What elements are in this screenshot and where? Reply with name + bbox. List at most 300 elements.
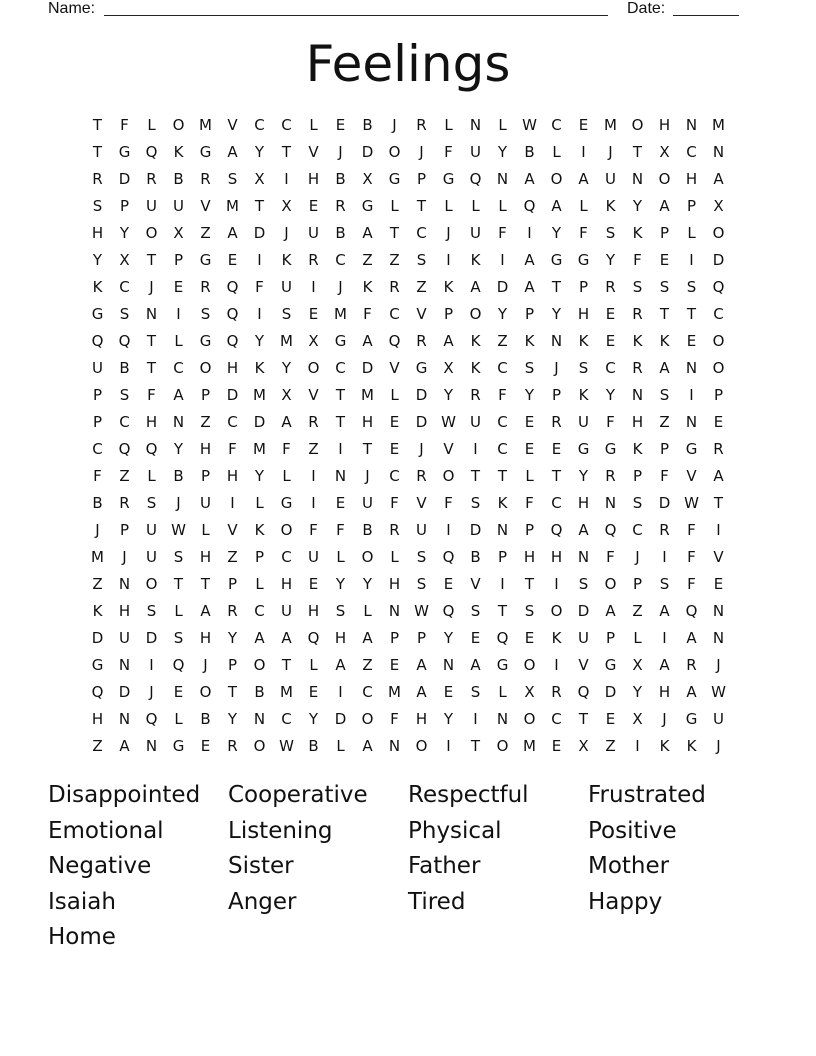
grid-letter[interactable]: S <box>335 601 346 620</box>
grid-letter[interactable]: Z <box>308 439 319 458</box>
grid-letter[interactable]: Q <box>172 655 185 674</box>
grid-letter[interactable]: K <box>254 358 265 377</box>
grid-letter[interactable]: E <box>605 331 616 350</box>
date-blank-line[interactable] <box>673 15 739 16</box>
grid-letter[interactable]: L <box>255 493 264 512</box>
grid-letter[interactable]: U <box>119 628 130 647</box>
grid-letter[interactable]: H <box>91 709 104 728</box>
grid-letter[interactable]: U <box>578 628 589 647</box>
grid-letter[interactable]: O <box>388 142 401 161</box>
grid-letter[interactable]: E <box>227 250 238 269</box>
grid-letter[interactable]: Y <box>173 439 184 458</box>
grid-letter[interactable]: T <box>281 655 292 674</box>
grid-letter[interactable]: L <box>336 736 345 755</box>
grid-letter[interactable]: H <box>361 412 374 431</box>
grid-letter[interactable]: B <box>254 682 265 701</box>
grid-letter[interactable]: S <box>92 196 103 215</box>
grid-letter[interactable]: Q <box>577 682 590 701</box>
grid-letter[interactable]: F <box>687 520 696 539</box>
grid-letter[interactable]: A <box>659 601 670 620</box>
grid-letter[interactable]: I <box>662 547 667 566</box>
grid-letter[interactable]: H <box>685 169 698 188</box>
grid-letter[interactable]: L <box>174 709 183 728</box>
grid-letter[interactable]: F <box>93 466 102 485</box>
grid-letter[interactable]: Q <box>118 331 131 350</box>
grid-letter[interactable]: F <box>147 385 156 404</box>
grid-letter[interactable]: Y <box>632 682 643 701</box>
grid-letter[interactable]: Z <box>659 412 670 431</box>
grid-letter[interactable]: G <box>199 142 212 161</box>
grid-letter[interactable]: L <box>390 547 399 566</box>
grid-letter[interactable]: O <box>604 574 617 593</box>
grid-letter[interactable]: L <box>471 196 480 215</box>
grid-letter[interactable]: J <box>149 277 154 296</box>
grid-letter[interactable]: N <box>712 601 725 620</box>
grid-letter[interactable]: X <box>524 682 535 701</box>
grid-letter[interactable]: G <box>496 655 509 674</box>
grid-letter[interactable]: T <box>497 601 508 620</box>
grid-letter[interactable]: N <box>631 169 644 188</box>
grid-letter[interactable]: E <box>524 628 535 647</box>
grid-letter[interactable]: B <box>173 466 184 485</box>
grid-letter[interactable]: S <box>146 493 157 512</box>
grid-letter[interactable]: P <box>254 547 265 566</box>
grid-letter[interactable]: A <box>335 655 346 674</box>
grid-letter[interactable]: X <box>119 250 130 269</box>
grid-letter[interactable]: Y <box>605 385 616 404</box>
grid-letter[interactable]: S <box>632 493 643 512</box>
grid-letter[interactable]: R <box>605 466 616 485</box>
grid-letter[interactable]: T <box>335 412 346 431</box>
grid-letter[interactable]: K <box>254 520 265 539</box>
grid-letter[interactable]: D <box>361 142 374 161</box>
grid-letter[interactable]: U <box>362 493 373 512</box>
grid-letter[interactable]: I <box>176 304 181 323</box>
name-blank-line[interactable] <box>104 15 608 16</box>
grid-letter[interactable]: S <box>146 601 157 620</box>
grid-letter[interactable]: X <box>443 358 454 377</box>
grid-letter[interactable]: V <box>713 547 724 566</box>
grid-letter[interactable]: D <box>118 682 131 701</box>
grid-letter[interactable]: N <box>118 709 131 728</box>
grid-letter[interactable]: K <box>578 385 589 404</box>
grid-letter[interactable]: O <box>253 736 266 755</box>
grid-letter[interactable]: C <box>551 115 562 134</box>
grid-letter[interactable]: P <box>686 196 697 215</box>
grid-letter[interactable]: P <box>497 547 508 566</box>
grid-letter[interactable]: U <box>470 142 481 161</box>
grid-letter[interactable]: C <box>389 304 400 323</box>
grid-letter[interactable]: S <box>119 385 130 404</box>
grid-letter[interactable]: Y <box>308 709 319 728</box>
grid-letter[interactable]: I <box>716 520 721 539</box>
grid-letter[interactable]: N <box>685 115 698 134</box>
grid-letter[interactable]: U <box>146 547 157 566</box>
grid-letter[interactable]: I <box>473 709 478 728</box>
grid-letter[interactable]: H <box>226 466 239 485</box>
grid-letter[interactable]: U <box>308 223 319 242</box>
grid-letter[interactable]: O <box>550 601 563 620</box>
grid-letter[interactable]: A <box>416 655 427 674</box>
grid-letter[interactable]: P <box>578 277 589 296</box>
grid-letter[interactable]: K <box>659 736 670 755</box>
grid-letter[interactable]: H <box>658 115 671 134</box>
grid-letter[interactable]: C <box>254 601 265 620</box>
grid-letter[interactable]: R <box>686 655 697 674</box>
grid-letter[interactable]: J <box>662 709 667 728</box>
grid-letter[interactable]: R <box>416 115 427 134</box>
grid-letter[interactable]: Q <box>442 547 455 566</box>
grid-letter[interactable]: A <box>281 628 292 647</box>
grid-letter[interactable]: R <box>200 277 211 296</box>
grid-letter[interactable]: J <box>338 142 343 161</box>
grid-letter[interactable]: T <box>416 196 427 215</box>
grid-letter[interactable]: Z <box>497 331 508 350</box>
grid-letter[interactable]: N <box>712 628 725 647</box>
grid-letter[interactable]: U <box>470 223 481 242</box>
grid-letter[interactable]: A <box>659 358 670 377</box>
grid-letter[interactable]: I <box>554 655 559 674</box>
grid-letter[interactable]: Q <box>226 331 239 350</box>
grid-letter[interactable]: T <box>551 277 562 296</box>
grid-letter[interactable]: N <box>577 547 590 566</box>
grid-letter[interactable]: W <box>711 682 726 701</box>
grid-letter[interactable]: E <box>470 628 481 647</box>
grid-letter[interactable]: Z <box>389 250 400 269</box>
grid-letter[interactable]: A <box>578 169 589 188</box>
grid-letter[interactable]: V <box>308 142 319 161</box>
grid-letter[interactable]: Q <box>118 439 131 458</box>
grid-letter[interactable]: A <box>713 466 724 485</box>
grid-letter[interactable]: B <box>470 547 481 566</box>
grid-letter[interactable]: V <box>227 520 238 539</box>
grid-letter[interactable]: Q <box>442 601 455 620</box>
grid-letter[interactable]: M <box>253 439 266 458</box>
grid-letter[interactable]: U <box>578 412 589 431</box>
grid-letter[interactable]: A <box>227 223 238 242</box>
grid-letter[interactable]: A <box>362 736 373 755</box>
grid-letter[interactable]: T <box>335 385 346 404</box>
grid-letter[interactable]: L <box>255 574 264 593</box>
grid-letter[interactable]: Q <box>550 520 563 539</box>
grid-letter[interactable]: Y <box>497 142 508 161</box>
grid-letter[interactable]: U <box>308 547 319 566</box>
grid-letter[interactable]: S <box>119 304 130 323</box>
grid-letter[interactable]: I <box>446 736 451 755</box>
grid-letter[interactable]: F <box>687 547 696 566</box>
grid-letter[interactable]: E <box>578 115 589 134</box>
grid-letter[interactable]: L <box>147 115 156 134</box>
grid-letter[interactable]: L <box>309 115 318 134</box>
grid-letter[interactable]: C <box>335 358 346 377</box>
grid-letter[interactable]: V <box>686 466 697 485</box>
grid-letter[interactable]: S <box>605 223 616 242</box>
grid-letter[interactable]: S <box>281 304 292 323</box>
grid-letter[interactable]: G <box>415 358 428 377</box>
grid-letter[interactable]: Y <box>524 385 535 404</box>
grid-letter[interactable]: U <box>605 169 616 188</box>
grid-letter[interactable]: I <box>689 250 694 269</box>
grid-letter[interactable]: J <box>716 655 721 674</box>
grid-letter[interactable]: H <box>415 709 428 728</box>
grid-letter[interactable]: N <box>388 736 401 755</box>
grid-letter[interactable]: O <box>712 223 725 242</box>
grid-letter[interactable]: F <box>579 223 588 242</box>
grid-letter[interactable]: Z <box>362 655 373 674</box>
grid-letter[interactable]: A <box>686 628 697 647</box>
grid-letter[interactable]: G <box>604 655 617 674</box>
grid-letter[interactable]: Y <box>335 574 346 593</box>
grid-letter[interactable]: E <box>605 709 616 728</box>
grid-letter[interactable]: L <box>147 466 156 485</box>
grid-letter[interactable]: R <box>146 169 157 188</box>
grid-letter[interactable]: Q <box>685 601 698 620</box>
grid-letter[interactable]: C <box>173 358 184 377</box>
grid-letter[interactable]: Y <box>443 628 454 647</box>
grid-letter[interactable]: Y <box>362 574 373 593</box>
grid-letter[interactable]: G <box>685 709 698 728</box>
grid-letter[interactable]: W <box>171 520 186 539</box>
grid-letter[interactable]: S <box>524 601 535 620</box>
grid-letter[interactable]: L <box>174 601 183 620</box>
grid-letter[interactable]: G <box>388 169 401 188</box>
grid-letter[interactable]: A <box>362 628 373 647</box>
grid-letter[interactable]: A <box>227 142 238 161</box>
grid-letter[interactable]: Z <box>227 547 238 566</box>
grid-letter[interactable]: O <box>712 358 725 377</box>
grid-letter[interactable]: A <box>686 682 697 701</box>
grid-letter[interactable]: L <box>336 547 345 566</box>
grid-letter[interactable]: D <box>415 385 428 404</box>
grid-letter[interactable]: W <box>684 493 699 512</box>
grid-letter[interactable]: A <box>713 169 724 188</box>
grid-letter[interactable]: G <box>550 250 563 269</box>
grid-letter[interactable]: L <box>444 196 453 215</box>
grid-letter[interactable]: M <box>280 331 293 350</box>
grid-letter[interactable]: O <box>469 304 482 323</box>
grid-letter[interactable]: N <box>118 655 131 674</box>
grid-letter[interactable]: A <box>173 385 184 404</box>
grid-letter[interactable]: R <box>200 169 211 188</box>
grid-letter[interactable]: O <box>550 169 563 188</box>
grid-letter[interactable]: X <box>254 169 265 188</box>
grid-letter[interactable]: N <box>604 493 617 512</box>
grid-letter[interactable]: Y <box>632 196 643 215</box>
grid-letter[interactable]: A <box>470 655 481 674</box>
grid-letter[interactable]: F <box>606 547 615 566</box>
grid-letter[interactable]: S <box>659 385 670 404</box>
grid-letter[interactable]: P <box>416 169 427 188</box>
grid-letter[interactable]: H <box>199 628 212 647</box>
grid-letter[interactable]: Q <box>307 628 320 647</box>
grid-letter[interactable]: O <box>253 655 266 674</box>
grid-letter[interactable]: A <box>470 277 481 296</box>
grid-letter[interactable]: G <box>577 250 590 269</box>
grid-letter[interactable]: C <box>497 358 508 377</box>
grid-letter[interactable]: C <box>281 115 292 134</box>
grid-letter[interactable]: H <box>388 574 401 593</box>
grid-letter[interactable]: A <box>605 601 616 620</box>
grid-letter[interactable]: D <box>253 223 266 242</box>
grid-letter[interactable]: J <box>554 358 559 377</box>
grid-letter[interactable]: N <box>253 709 266 728</box>
grid-letter[interactable]: E <box>713 574 724 593</box>
grid-letter[interactable]: X <box>632 709 643 728</box>
grid-letter[interactable]: O <box>658 169 671 188</box>
grid-letter[interactable]: F <box>687 574 696 593</box>
grid-letter[interactable]: G <box>280 493 293 512</box>
grid-letter[interactable]: I <box>311 277 316 296</box>
grid-letter[interactable]: H <box>631 412 644 431</box>
grid-letter[interactable]: F <box>120 115 129 134</box>
grid-letter[interactable]: G <box>442 169 455 188</box>
grid-letter[interactable]: D <box>226 385 239 404</box>
grid-letter[interactable]: T <box>200 574 211 593</box>
grid-letter[interactable]: I <box>284 169 289 188</box>
grid-letter[interactable]: P <box>200 466 211 485</box>
grid-letter[interactable]: T <box>551 466 562 485</box>
grid-letter[interactable]: N <box>118 574 131 593</box>
grid-letter[interactable]: O <box>523 709 536 728</box>
grid-letter[interactable]: G <box>334 331 347 350</box>
grid-letter[interactable]: J <box>338 277 343 296</box>
grid-letter[interactable]: E <box>524 439 535 458</box>
grid-letter[interactable]: R <box>227 601 238 620</box>
grid-letter[interactable]: E <box>173 277 184 296</box>
grid-letter[interactable]: N <box>712 142 725 161</box>
grid-letter[interactable]: R <box>308 250 319 269</box>
grid-letter[interactable]: C <box>497 439 508 458</box>
grid-letter[interactable]: Y <box>551 223 562 242</box>
grid-letter[interactable]: M <box>280 682 293 701</box>
grid-letter[interactable]: Q <box>496 628 509 647</box>
grid-letter[interactable]: M <box>334 304 347 323</box>
grid-letter[interactable]: W <box>441 412 456 431</box>
grid-letter[interactable]: O <box>496 736 509 755</box>
grid-letter[interactable]: A <box>254 628 265 647</box>
grid-letter[interactable]: T <box>470 466 481 485</box>
grid-letter[interactable]: I <box>311 493 316 512</box>
grid-letter[interactable]: X <box>281 385 292 404</box>
grid-letter[interactable]: U <box>281 601 292 620</box>
grid-letter[interactable]: M <box>91 547 104 566</box>
grid-letter[interactable]: H <box>334 628 347 647</box>
grid-letter[interactable]: R <box>713 439 724 458</box>
grid-letter[interactable]: L <box>309 655 318 674</box>
grid-letter[interactable]: L <box>525 466 534 485</box>
grid-letter[interactable]: U <box>146 520 157 539</box>
grid-letter[interactable]: T <box>497 466 508 485</box>
grid-letter[interactable]: D <box>145 628 158 647</box>
grid-letter[interactable]: K <box>578 331 589 350</box>
grid-letter[interactable]: D <box>469 520 482 539</box>
grid-letter[interactable]: H <box>307 601 320 620</box>
grid-letter[interactable]: B <box>200 709 211 728</box>
grid-letter[interactable]: A <box>659 655 670 674</box>
grid-letter[interactable]: I <box>230 493 235 512</box>
grid-letter[interactable]: O <box>199 682 212 701</box>
grid-letter[interactable]: I <box>446 250 451 269</box>
grid-letter[interactable]: H <box>523 547 536 566</box>
grid-letter[interactable]: Z <box>92 736 103 755</box>
grid-letter[interactable]: A <box>362 223 373 242</box>
grid-letter[interactable]: Z <box>200 223 211 242</box>
grid-letter[interactable]: M <box>523 736 536 755</box>
grid-letter[interactable]: E <box>605 304 616 323</box>
grid-letter[interactable]: P <box>524 520 535 539</box>
grid-letter[interactable]: E <box>686 331 697 350</box>
grid-letter[interactable]: V <box>308 385 319 404</box>
grid-letter[interactable]: F <box>444 142 453 161</box>
grid-letter[interactable]: W <box>414 601 429 620</box>
grid-letter[interactable]: O <box>199 358 212 377</box>
grid-letter[interactable]: R <box>389 277 400 296</box>
grid-letter[interactable]: Z <box>632 601 643 620</box>
grid-letter[interactable]: H <box>550 547 563 566</box>
grid-letter[interactable]: B <box>362 115 373 134</box>
grid-letter[interactable]: W <box>522 115 537 134</box>
grid-letter[interactable]: R <box>605 277 616 296</box>
grid-letter[interactable]: L <box>282 466 291 485</box>
grid-letter[interactable]: G <box>199 331 212 350</box>
grid-letter[interactable]: F <box>498 223 507 242</box>
grid-letter[interactable]: S <box>416 250 427 269</box>
grid-letter[interactable]: P <box>605 628 616 647</box>
grid-letter[interactable]: X <box>308 331 319 350</box>
grid-letter[interactable]: U <box>281 277 292 296</box>
grid-letter[interactable]: N <box>469 115 482 134</box>
grid-letter[interactable]: I <box>311 466 316 485</box>
grid-letter[interactable]: P <box>632 466 643 485</box>
grid-letter[interactable]: K <box>605 196 616 215</box>
grid-letter[interactable]: U <box>92 358 103 377</box>
grid-letter[interactable]: I <box>554 574 559 593</box>
grid-letter[interactable]: T <box>659 304 670 323</box>
grid-letter[interactable]: L <box>552 142 561 161</box>
grid-letter[interactable]: C <box>605 358 616 377</box>
grid-letter[interactable]: S <box>200 304 211 323</box>
grid-letter[interactable]: P <box>119 196 130 215</box>
grid-letter[interactable]: S <box>227 169 238 188</box>
grid-letter[interactable]: A <box>551 196 562 215</box>
grid-letter[interactable]: D <box>496 277 509 296</box>
grid-letter[interactable]: E <box>389 412 400 431</box>
grid-letter[interactable]: T <box>92 142 103 161</box>
grid-letter[interactable]: Y <box>443 709 454 728</box>
grid-letter[interactable]: T <box>686 304 697 323</box>
grid-letter[interactable]: P <box>524 304 535 323</box>
grid-letter[interactable]: R <box>659 520 670 539</box>
grid-letter[interactable]: L <box>633 628 642 647</box>
grid-letter[interactable]: D <box>334 709 347 728</box>
grid-letter[interactable]: K <box>632 439 643 458</box>
grid-letter[interactable]: P <box>173 250 184 269</box>
grid-letter[interactable]: R <box>551 412 562 431</box>
grid-letter[interactable]: R <box>551 682 562 701</box>
grid-letter[interactable]: Z <box>200 412 211 431</box>
grid-letter[interactable]: J <box>122 547 127 566</box>
grid-letter[interactable]: E <box>335 115 346 134</box>
grid-letter[interactable]: C <box>281 547 292 566</box>
grid-letter[interactable]: D <box>712 250 725 269</box>
grid-letter[interactable]: F <box>444 493 453 512</box>
grid-letter[interactable]: N <box>550 331 563 350</box>
grid-letter[interactable]: J <box>419 142 424 161</box>
grid-letter[interactable]: J <box>392 115 397 134</box>
grid-letter[interactable]: O <box>442 466 455 485</box>
grid-letter[interactable]: E <box>551 736 562 755</box>
grid-letter[interactable]: D <box>361 358 374 377</box>
